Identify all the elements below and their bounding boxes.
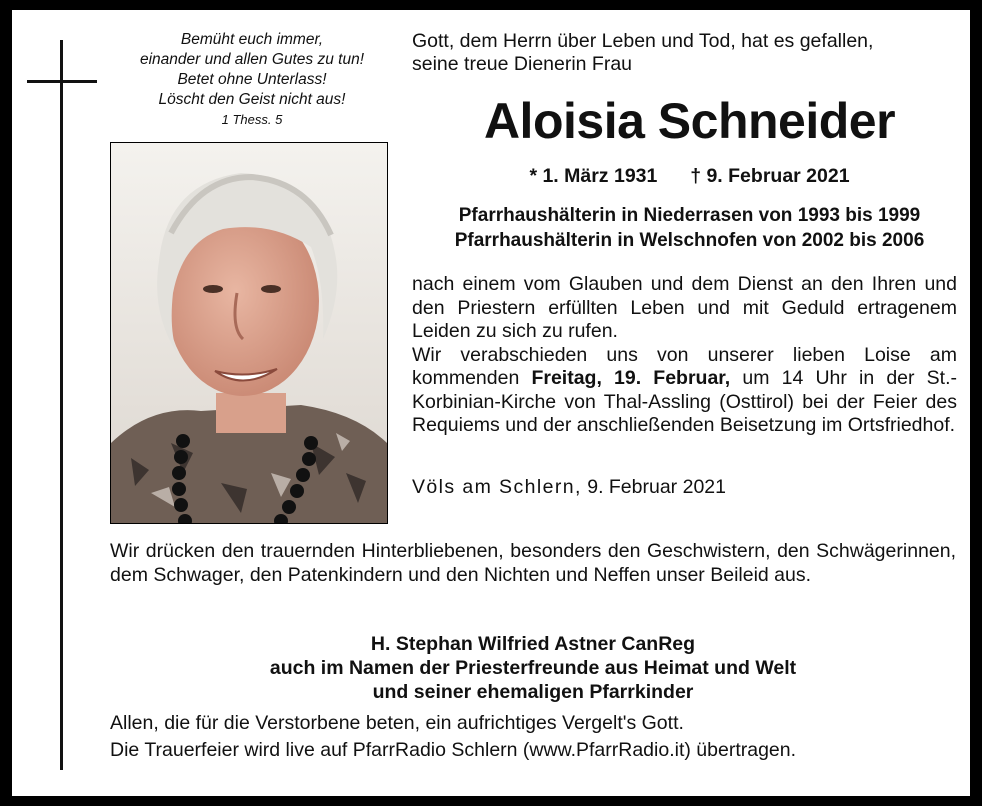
role-line: Pfarrhaushälterin in Welschnofen von 2002 bis 2006 xyxy=(454,230,925,251)
signature-line: und seiner ehemaligen Pfarrkinder xyxy=(372,681,694,703)
body-paragraph: nach einem vom Glauben und dem Dienst an den Ihren und den Priestern erfüllten Leben und mit Geduld ertragenem Leiden zu sich zu rufen. xyxy=(412,273,957,342)
portrait-photo-illustration xyxy=(111,143,387,523)
deceased-name: Aloisia Schneider xyxy=(483,93,896,149)
place-date xyxy=(412,476,726,499)
cross-symbol-horizontal xyxy=(27,80,97,83)
body-paragraph xyxy=(412,344,957,438)
quote-source: 1 Thess. 5 xyxy=(221,112,283,127)
obituary-card xyxy=(12,10,970,796)
condolence-text: Wir drücken den trauernden Hinterbliebenen, besonders den Geschwistern, den Schwägerinnen, dem Schwager, den Patenkindern und den Nichten und Neffen unser Beileid aus. xyxy=(110,540,956,586)
thanks-line: Allen, die für die Verstorbene beten, ein aufrichtiges Vergelt's Gott. xyxy=(110,712,684,734)
roles-list xyxy=(412,203,967,253)
quote-line: Bemüht euch immer, xyxy=(180,31,324,48)
death-date: † 9. Februar 2021 xyxy=(690,165,850,187)
signature-line: auch im Namen der Priesterfreunde aus Heimat und Welt xyxy=(269,657,797,679)
closing-notes xyxy=(110,710,956,764)
place-name: Völs am Schlern, xyxy=(412,476,582,498)
quote-line: Betet ohne Unterlass! xyxy=(177,71,327,88)
signature-block xyxy=(110,632,956,704)
birth-date: * 1. März 1931 xyxy=(529,165,658,187)
intro-line: Gott, dem Herrn über Leben und Tod, hat es gefallen, xyxy=(412,30,874,52)
role-line: Pfarrhaushälterin in Niederrasen von 1993 bis 1999 xyxy=(458,205,921,226)
quote-line: einander und allen Gutes zu tun! xyxy=(139,51,365,68)
announcement-body xyxy=(412,273,957,438)
broadcast-note: Die Trauerfeier wird live auf PfarrRadio Schlern (www.PfarrRadio.it) übertragen. xyxy=(110,739,797,761)
issue-date: 9. Februar 2021 xyxy=(587,476,726,498)
cross-symbol-vertical xyxy=(60,40,63,770)
intro-text xyxy=(412,30,967,76)
funeral-date: Freitag, 19. Februar, xyxy=(531,367,731,389)
signature-line: H. Stephan Wilfried Astner CanReg xyxy=(370,633,696,655)
life-dates xyxy=(412,165,967,188)
quote-line: Löscht den Geist nicht aus! xyxy=(158,91,346,108)
intro-line: seine treue Dienerin Frau xyxy=(412,53,633,75)
bible-quote xyxy=(92,30,412,130)
body-text: um 14 Uhr in der St.-Korbinian-Kirche von Thal-Assling (Osttirol) bei der Feier des Requiems und der anschließenden Beisetzung im Ortsfriedhof. xyxy=(412,367,957,436)
portrait-photo xyxy=(110,142,388,524)
body-text: Wir verabschieden uns von unserer lieben Loise am kommenden xyxy=(412,343,957,389)
